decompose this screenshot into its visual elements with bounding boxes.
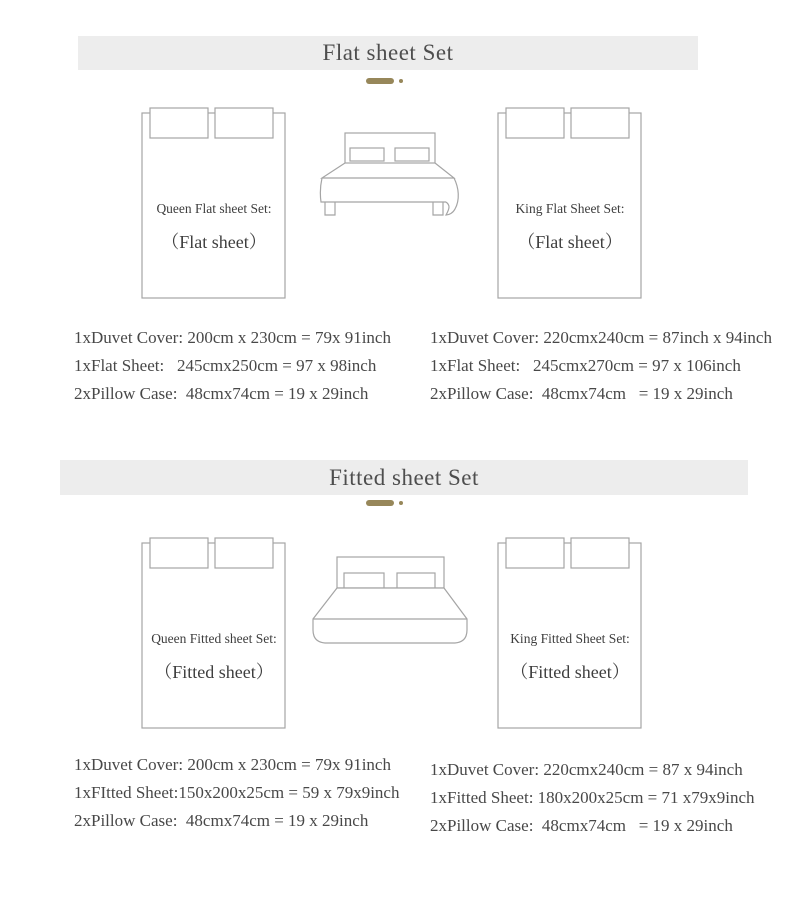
section-title: Fitted sheet Set [329,464,479,490]
diagram-label-title: King Fitted Sheet Set: [510,631,630,646]
ornament-bar-icon [366,500,394,506]
diagram-label [139,201,289,254]
ornament-dot-icon [399,501,403,505]
spec-flat-sheet: 1xFlat Sheet: 245cmx270cm = 97 x 106inch [430,356,741,375]
spec-duvet-cover: 1xDuvet Cover: 220cmx240cm = 87inch x 94inch [430,328,772,347]
queen-flat-sheet-diagram [139,107,289,300]
ornament-bar-icon [366,78,394,84]
divider-ornament [366,500,403,506]
king-fitted-specs [430,756,755,840]
spec-pillow-case: 2xPillow Case: 48cmx74cm = 19 x 29inch [430,816,733,835]
diagram-label [495,201,645,254]
flat-sheet-bed-icon [312,125,482,225]
spec-pillow-case: 2xPillow Case: 48cmx74cm = 19 x 29inch [74,811,369,830]
queen-flat-specs [74,324,391,408]
flat-sheet-section-header [78,36,698,70]
queen-fitted-specs [74,751,399,835]
section-title: Flat sheet Set [322,40,454,65]
king-flat-specs [430,324,772,408]
divider-ornament [366,78,403,84]
spec-duvet-cover: 1xDuvet Cover: 200cm x 230cm = 79x 91inch [74,755,391,774]
king-fitted-sheet-diagram [495,537,645,730]
diagram-label [495,631,645,684]
diagram-label-subtitle: （Fitted sheet） [510,662,630,682]
fitted-sheet-bed-icon [312,555,482,655]
diagram-label-subtitle: （Flat sheet） [161,232,267,252]
fitted-sheet-section-header [60,460,748,495]
ornament-dot-icon [399,79,403,83]
diagram-label-title: Queen Flat sheet Set: [156,201,272,216]
spec-pillow-case: 2xPillow Case: 48cmx74cm = 19 x 29inch [74,384,369,403]
diagram-label-title: King Flat Sheet Set: [515,201,625,216]
spec-duvet-cover: 1xDuvet Cover: 200cm x 230cm = 79x 91inch [74,328,391,347]
spec-fitted-sheet: 1xFItted Sheet:150x200x25cm = 59 x 79x9inch [74,783,400,802]
spec-duvet-cover: 1xDuvet Cover: 220cmx240cm = 87 x 94inch [430,760,743,779]
diagram-label-subtitle: （Fitted sheet） [154,662,274,682]
spec-pillow-case: 2xPillow Case: 48cmx74cm = 19 x 29inch [430,384,733,403]
spec-fitted-sheet: 1xFitted Sheet: 180x200x25cm = 71 x79x9inch [430,788,755,807]
spec-flat-sheet: 1xFlat Sheet: 245cmx250cm = 97 x 98inch [74,356,377,375]
diagram-label-subtitle: （Flat sheet） [517,232,623,252]
diagram-label-title: Queen Fitted sheet Set: [151,631,277,646]
king-flat-sheet-diagram [495,107,645,300]
diagram-label [139,631,289,684]
queen-fitted-sheet-diagram [139,537,289,730]
